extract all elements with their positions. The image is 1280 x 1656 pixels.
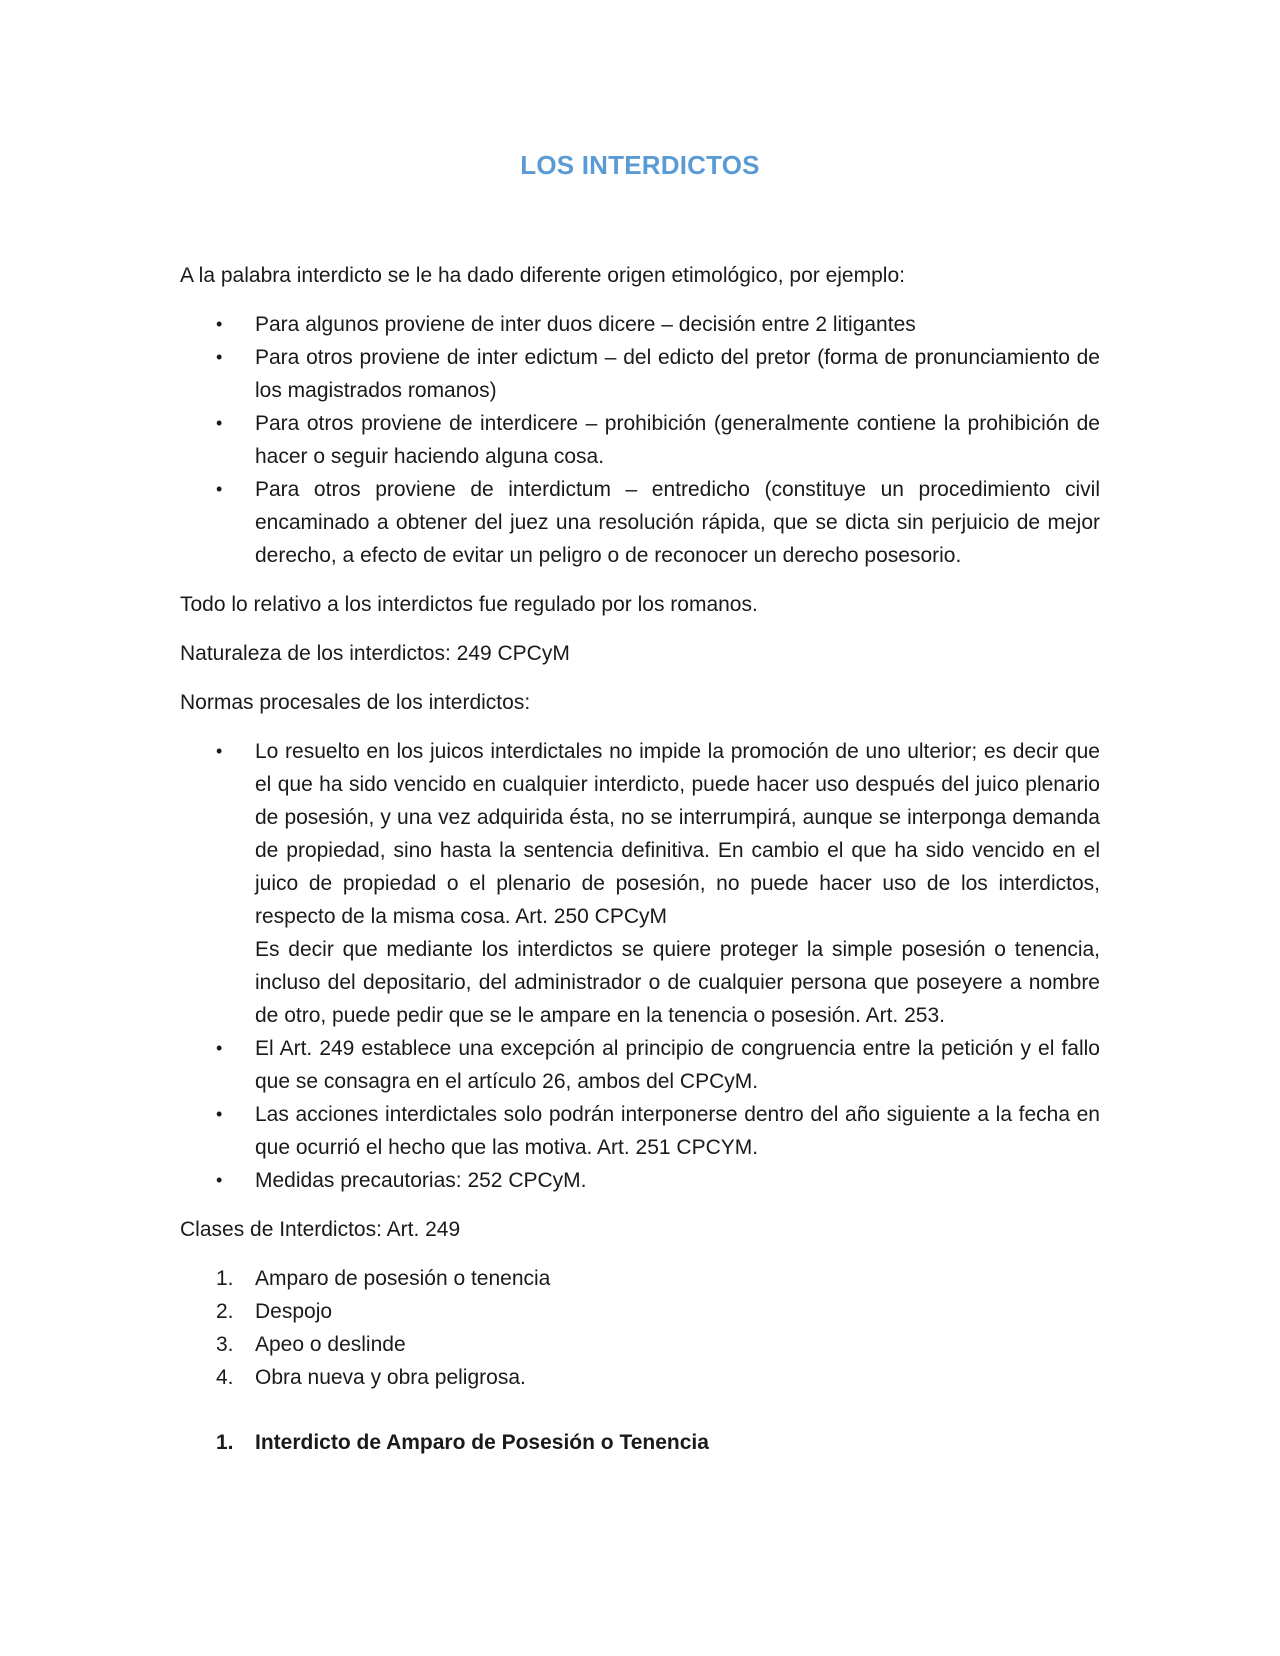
norms-extra-text: Es decir que mediante los interdictos se quiere proteger la simple posesión o tenencia, incluso del depositario, del administrador o de cualquier persona que poseyere a nombre de otro, puede pedir que se le ampare en la tenencia o posesión. Art. 253. bbox=[255, 938, 1100, 1027]
section-heading: 1. Interdicto de Amparo de Posesión o Tenencia bbox=[216, 1431, 709, 1454]
list-item: 1. Amparo de posesión o tenencia bbox=[216, 1267, 551, 1290]
bullet-icon: • bbox=[216, 413, 223, 433]
classes-list bbox=[180, 1262, 1100, 1394]
list-item: • Medidas precautorias: 252 CPCyM. bbox=[180, 1164, 1100, 1197]
list-item: • Para otros proviene de inter edictum – del edicto del pretor (forma de pronunciamiento de los magistrados romanos) bbox=[180, 341, 1100, 407]
bullet-icon: • bbox=[216, 741, 223, 761]
norms-heading: Normas procesales de los interdictos: bbox=[180, 691, 531, 714]
list-item: 2. Despojo bbox=[216, 1300, 333, 1323]
list-item: • Para otros proviene de interdictum – entredicho (constituye un procedimiento civil encaminado a obtener del juez una resolución rápida, que se dicta sin perjuicio de mejor derecho, a efecto de evitar un peligro o de reconocer un derecho posesorio. bbox=[180, 473, 1100, 572]
list-item: • Para otros proviene de interdicere – prohibición (generalmente contiene la prohibición de hacer o seguir haciendo alguna cosa. bbox=[180, 407, 1100, 473]
list-item: • Las acciones interdictales solo podrán interponerse dentro del año siguiente a la fecha en que ocurrió el hecho que las motiva. Art. 251 CPCYM. bbox=[180, 1098, 1100, 1164]
bullet-icon: • bbox=[216, 479, 223, 499]
list-item: • Lo resuelto en los juicos interdictales no impide la promoción de uno ulterior; es decir que el que ha sido vencido en cualquier interdicto, puede hacer uso después del juico plenario de posesión, y una vez adquirida ésta, no se interrumpirá, aunque se interponga demanda de propiedad, sino hasta la sentencia definitiva. En cambio el que ha sido vencido en el juico de propiedad o el plenario de posesión, no puede hacer uso de los interdictos, respecto de la misma cosa. Art. 250 CPCyM Es decir que mediante los interdictos se quiere proteger la simple posesión o tenencia, incluso del depositario, del administrador o de cualquier persona que poseyere a nombre de otro, puede pedir que se le ampare en la tenencia o posesión. Art. 253. bbox=[180, 735, 1100, 1032]
origins-list bbox=[180, 308, 1100, 572]
page-title: LOS INTERDICTOS bbox=[520, 150, 760, 180]
nature-paragraph: Naturaleza de los interdictos: 249 CPCyM bbox=[180, 642, 570, 665]
bullet-icon: • bbox=[216, 314, 223, 334]
bullet-icon: • bbox=[216, 347, 223, 367]
classes-heading: Clases de Interdictos: Art. 249 bbox=[180, 1218, 461, 1241]
intro-paragraph: A la palabra interdicto se le ha dado diferente origen etimológico, por ejemplo: bbox=[180, 264, 905, 287]
norms-list bbox=[180, 735, 1100, 1197]
list-item: 4. Obra nueva y obra peligrosa. bbox=[216, 1366, 526, 1389]
bullet-icon: • bbox=[216, 1170, 223, 1190]
bullet-icon: • bbox=[216, 1104, 223, 1124]
list-item: • El Art. 249 establece una excepción al principio de congruencia entre la petición y el fallo que se consagra en el artículo 26, ambos del CPCyM. bbox=[180, 1032, 1100, 1098]
list-item: • Para algunos proviene de inter duos dicere – decisión entre 2 litigantes bbox=[180, 308, 1100, 341]
list-item: 3. Apeo o deslinde bbox=[216, 1333, 406, 1356]
roman-note-paragraph: Todo lo relativo a los interdictos fue regulado por los romanos. bbox=[180, 593, 758, 616]
bullet-icon: • bbox=[216, 1038, 223, 1058]
